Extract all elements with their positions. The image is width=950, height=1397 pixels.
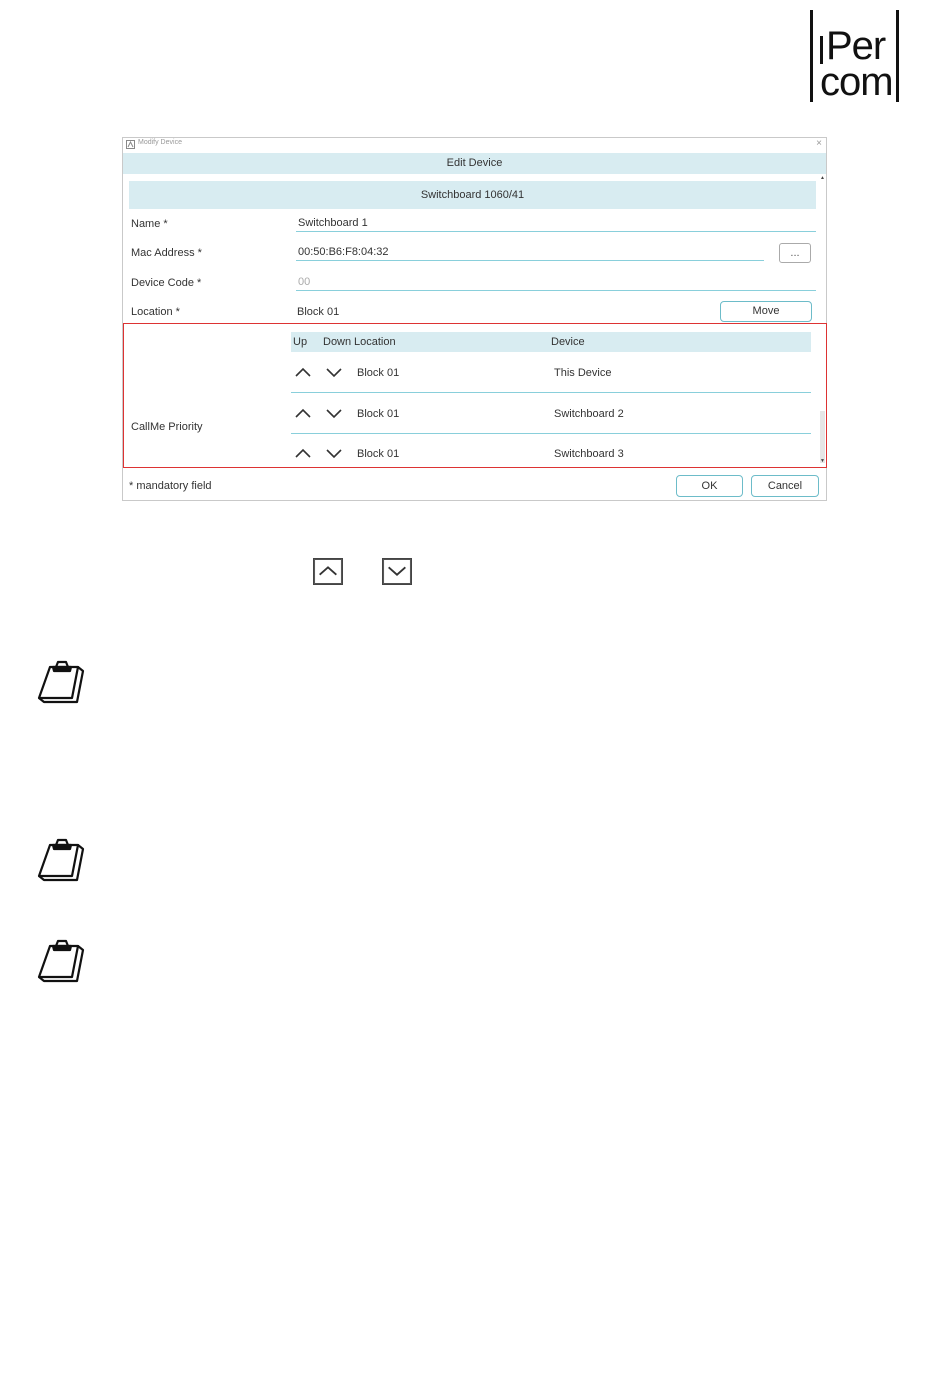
device-type-header: Switchboard 1060/41 — [129, 181, 816, 209]
row-device: This Device — [554, 367, 612, 379]
row-device: Switchboard 3 — [554, 448, 624, 460]
row-separator — [291, 433, 811, 434]
chevron-down-icon[interactable] — [326, 447, 342, 459]
row-location: Block 01 — [357, 448, 400, 460]
chevron-up-icon[interactable] — [295, 366, 311, 378]
chevron-down-icon[interactable] — [326, 366, 342, 378]
mandatory-note: * mandatory field — [129, 480, 212, 492]
device-code-underline — [296, 290, 816, 291]
edit-device-dialog — [122, 137, 827, 501]
mac-address-input[interactable]: 00:50:B6:F8:04:32 — [298, 246, 389, 258]
priority-table-header — [291, 332, 811, 352]
ipercom-logo — [808, 10, 900, 104]
logo-left-bar — [810, 10, 813, 102]
chevron-down-icon[interactable] — [326, 407, 342, 419]
device-code-input[interactable]: 00 — [298, 276, 311, 288]
move-button[interactable]: Move — [720, 301, 812, 322]
col-down: Down — [323, 336, 352, 348]
chevron-up-icon[interactable] — [295, 447, 311, 459]
device-code-label: Device Code * — [131, 277, 202, 289]
name-label: Name * — [131, 218, 168, 230]
app-icon — [126, 140, 135, 149]
scroll-down-icon[interactable]: ▼ — [820, 458, 825, 464]
clipboard-note-icon — [36, 836, 88, 882]
name-underline — [296, 231, 816, 232]
mac-browse-button[interactable]: ... — [779, 243, 811, 263]
mac-underline — [296, 260, 764, 261]
window-title: Modify Device — [138, 139, 182, 146]
callme-priority-label: CallMe Priority — [131, 421, 203, 433]
col-up: Up — [293, 336, 308, 348]
dialog-header: Edit Device — [123, 153, 826, 174]
col-device: Device — [551, 336, 585, 348]
clipboard-note-icon — [36, 937, 88, 983]
name-input[interactable]: Switchboard 1 — [298, 217, 368, 229]
chevron-down-icon — [382, 558, 412, 585]
cancel-button[interactable]: Cancel — [751, 475, 819, 497]
logo-line1: Per — [826, 24, 886, 68]
priority-row — [291, 441, 811, 465]
mac-address-label: Mac Address * — [131, 247, 202, 259]
clipboard-note-icon — [36, 658, 88, 704]
location-value: Block 01 — [297, 306, 340, 318]
row-location: Block 01 — [357, 367, 400, 379]
chevron-up-icon — [313, 558, 343, 585]
scroll-up-icon[interactable]: ▲ — [820, 175, 825, 181]
chevron-up-icon[interactable] — [295, 407, 311, 419]
row-device: Switchboard 2 — [554, 408, 624, 420]
window-titlebar — [123, 138, 826, 152]
ok-button[interactable]: OK — [676, 475, 743, 497]
logo-right-bar — [896, 10, 899, 102]
close-icon[interactable]: × — [816, 138, 822, 149]
priority-row — [291, 360, 811, 400]
row-separator — [291, 392, 811, 393]
col-location: Location — [354, 336, 396, 348]
row-location: Block 01 — [357, 408, 400, 420]
logo-line2: com — [820, 60, 893, 104]
location-label: Location * — [131, 306, 180, 318]
priority-row — [291, 401, 811, 441]
